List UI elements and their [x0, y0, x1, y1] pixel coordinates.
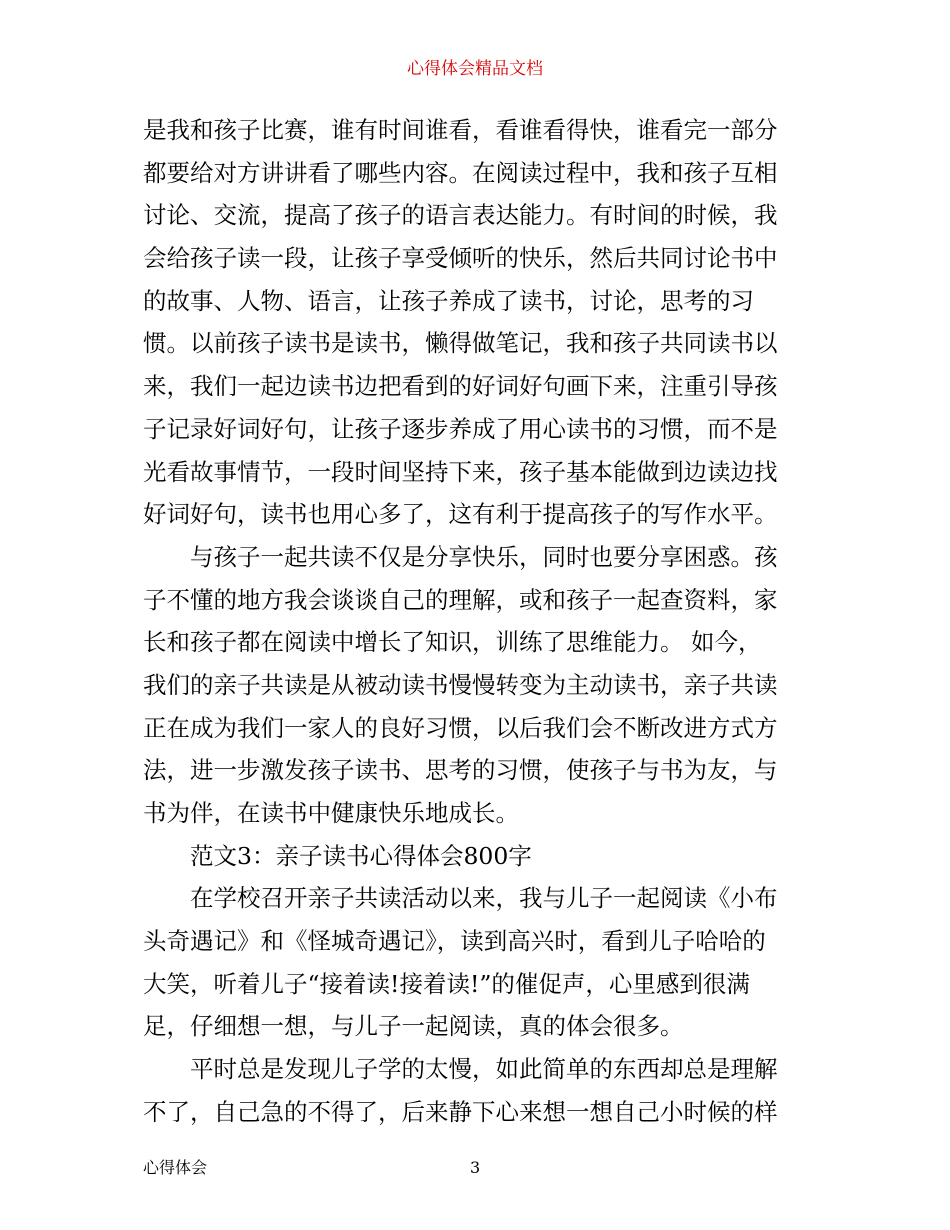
- text-line: 我们的亲子共读是从被动读书慢慢转变为主动读书，亲子共读: [143, 670, 778, 699]
- text-line: 大笑，听着儿子“接着读!接着读!”的催促声，心里感到很满: [143, 969, 750, 998]
- footer-page-number: 3: [470, 1158, 481, 1177]
- text-line: 来，我们一起边读书边把看到的好词好句画下来，注重引导孩: [143, 372, 778, 401]
- text-line: 法，进一步激发孩子读书、思考的习惯，使孩子与书为友，与: [143, 756, 778, 785]
- text-line: 好词好句，读书也用心多了，这有利于提高孩子的写作水平。: [143, 500, 778, 529]
- text-line: 子记录好词好句，让孩子逐步养成了用心读书的习惯，而不是: [143, 414, 778, 443]
- page-header-title: 心得体会精品文档: [407, 59, 543, 79]
- text-line: 会给孩子读一段，让孩子享受倾听的快乐，然后共同讨论书中: [143, 244, 778, 273]
- text-line: 范文3：亲子读书心得体会800字: [190, 841, 532, 870]
- text-line: 长和孩子都在阅读中增长了知识，训练了思维能力。 如今，: [143, 628, 762, 657]
- footer-label: 心得体会: [143, 1158, 208, 1177]
- text-line: 书为伴，在读书中健康快乐地成长。: [143, 799, 519, 827]
- text-line: 是我和孩子比赛，谁有时间谁看，看谁看得快，谁看完一部分: [143, 116, 778, 144]
- text-line: 平时总是发现儿子学的太慢，如此简单的东西却总是理解: [190, 1055, 778, 1084]
- text-line: 足，仔细想一想，与儿子一起阅读，真的体会很多。: [143, 1012, 684, 1041]
- text-line: 与孩子一起共读不仅是分享快乐，同时也要分享困惑。孩: [190, 542, 778, 571]
- text-line: 在学校召开亲子共读活动以来，我与儿子一起阅读《小布: [190, 884, 778, 913]
- text-line: 光看故事情节，一段时间坚持下来，孩子基本能做到边读边找: [143, 457, 778, 486]
- text-line: 不了，自己急的不得了，后来静下心来想一想自己小时候的样: [143, 1097, 778, 1126]
- text-line: 正在成为我们一家人的良好习惯，以后我们会不断改进方式方: [143, 713, 778, 742]
- text-line: 的故事、人物、语言，让孩子养成了读书，讨论，思考的习: [143, 286, 754, 315]
- text-line: 头奇遇记》和《怪城奇遇记》，读到高兴时，看到儿子哈哈的: [143, 927, 766, 956]
- text-line: 讨论、交流，提高了孩子的语言表达能力。有时间的时候，我: [143, 201, 778, 230]
- text-line: 子不懂的地方我会谈谈自己的理解，或和孩子一起查资料，家: [143, 585, 778, 614]
- document-body: [143, 109, 823, 1134]
- text-line: 都要给对方讲讲看了哪些内容。在阅读过程中，我和孩子互相: [143, 158, 778, 187]
- text-line: 惯。以前孩子读书是读书，懒得做笔记，我和孩子共同读书以: [143, 329, 778, 358]
